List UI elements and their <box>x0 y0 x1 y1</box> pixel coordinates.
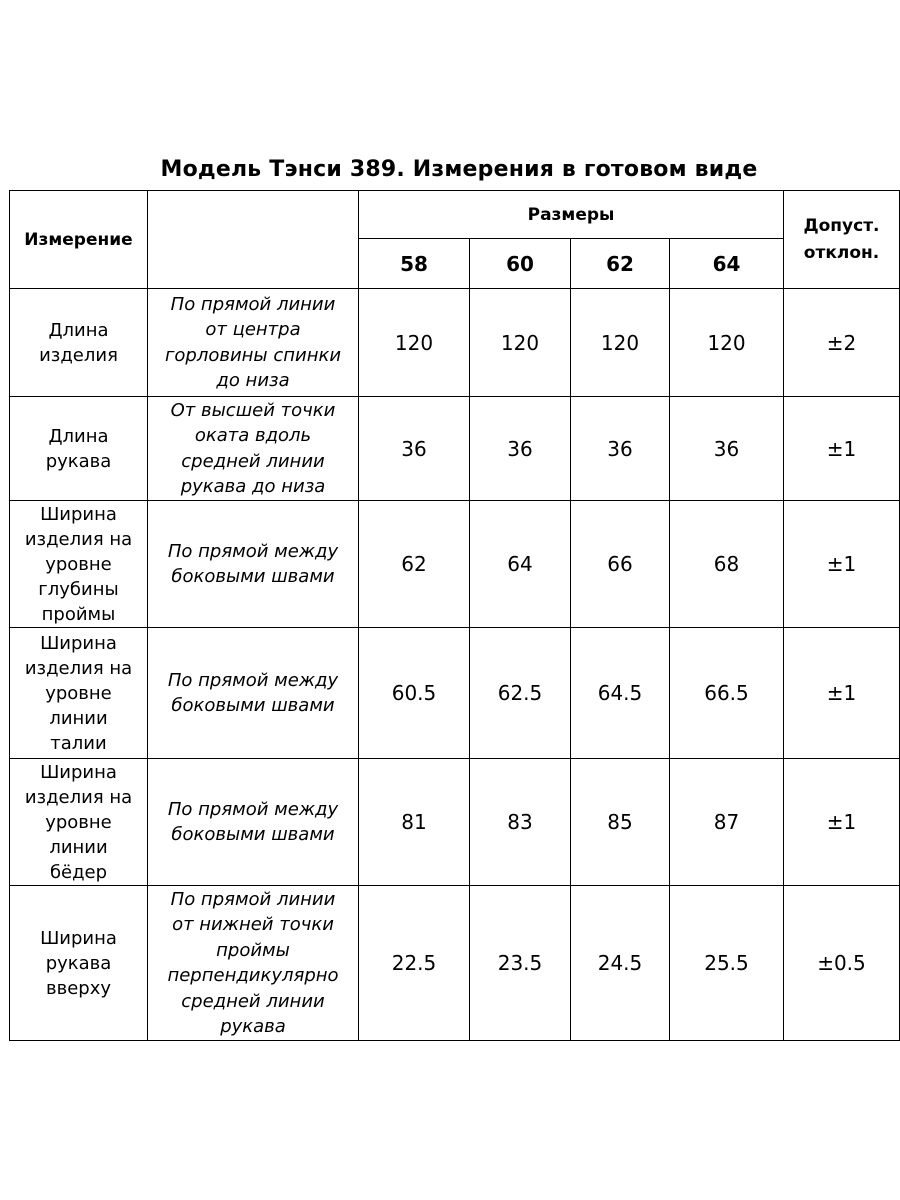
desc-line: проймы <box>216 939 290 961</box>
name-line: талии <box>50 732 107 754</box>
name-line: уровне <box>45 553 112 575</box>
measurement-description <box>148 759 359 886</box>
name-line: Длина <box>48 425 109 447</box>
size-value: 64.5 <box>571 628 670 759</box>
measurement-description <box>148 501 359 628</box>
name-line: уровне <box>45 811 112 833</box>
desc-line: По прямой между <box>167 540 339 562</box>
header-size: 60 <box>470 239 571 289</box>
name-line: Ширина <box>40 927 117 949</box>
size-value: 36 <box>670 397 784 501</box>
size-value: 62.5 <box>470 628 571 759</box>
table-row <box>10 759 900 886</box>
size-value: 24.5 <box>571 886 670 1041</box>
desc-line: боковыми швами <box>171 695 335 716</box>
desc-line: оката вдоль <box>194 425 312 446</box>
tolerance-value: ±1 <box>784 501 900 628</box>
document-title: Модель Тэнси 389. Измерения в готовом виде <box>160 157 758 182</box>
desc-line: По прямой линии <box>170 293 336 315</box>
desc-line: По прямой линии <box>170 888 336 910</box>
header-measure: Измерение <box>10 191 148 289</box>
header-sizes: Размеры <box>359 191 784 239</box>
desc-line: до низа <box>216 370 290 391</box>
desc-line: По прямой между <box>167 798 339 820</box>
table-row <box>10 289 900 397</box>
desc-line: от нижней точки <box>172 914 334 935</box>
tolerance-value: ±1 <box>784 397 900 501</box>
name-line: Длина <box>48 319 109 341</box>
size-value: 85 <box>571 759 670 886</box>
header-size: 62 <box>571 239 670 289</box>
tolerance-value: ±0.5 <box>784 886 900 1041</box>
name-line: изделия на <box>24 786 133 808</box>
desc-line: средней линии <box>181 450 325 472</box>
measurement-name <box>10 628 148 759</box>
header-tolerance <box>784 191 900 289</box>
desc-line: горловины спинки <box>164 344 342 366</box>
name-line: Ширина <box>40 503 117 525</box>
size-value: 36 <box>359 397 470 501</box>
desc-line: перпендикулярно <box>167 965 339 986</box>
size-value: 120 <box>359 289 470 397</box>
name-line: проймы <box>41 603 116 625</box>
table-row <box>10 628 900 759</box>
desc-line: боковыми швами <box>171 824 335 845</box>
desc-line: От высшей точки <box>170 399 336 421</box>
desc-line: средней линии <box>181 990 325 1012</box>
size-value: 120 <box>670 289 784 397</box>
name-line: изделия на <box>24 528 133 550</box>
size-value: 22.5 <box>359 886 470 1041</box>
tolerance-value: ±1 <box>784 759 900 886</box>
size-value: 68 <box>670 501 784 628</box>
header-tolerance-line2: отклон. <box>803 242 880 263</box>
size-value: 23.5 <box>470 886 571 1041</box>
desc-line: боковыми швами <box>171 566 335 587</box>
name-line: бёдер <box>49 861 108 883</box>
name-line: Ширина <box>40 632 117 654</box>
name-line: изделия на <box>24 657 133 679</box>
name-line: рукава <box>45 450 112 472</box>
tolerance-value: ±2 <box>784 289 900 397</box>
size-value: 64 <box>470 501 571 628</box>
desc-line: По прямой между <box>167 669 339 691</box>
name-line: Ширина <box>40 761 117 783</box>
name-line: рукава <box>45 952 112 974</box>
size-value: 36 <box>470 397 571 501</box>
size-value: 83 <box>470 759 571 886</box>
size-value: 81 <box>359 759 470 886</box>
desc-line: рукава до низа <box>180 476 326 497</box>
measurement-description <box>148 397 359 501</box>
table-row <box>10 397 900 501</box>
header-size: 64 <box>670 239 784 289</box>
header-tolerance-line1: Допуст. <box>803 215 880 236</box>
header-size: 58 <box>359 239 470 289</box>
size-value: 120 <box>571 289 670 397</box>
header-blank <box>148 191 359 289</box>
table-row <box>10 501 900 628</box>
size-value: 62 <box>359 501 470 628</box>
measurement-name <box>10 289 148 397</box>
size-value: 60.5 <box>359 628 470 759</box>
measurements-table <box>9 190 900 1041</box>
name-line: линии <box>49 707 108 729</box>
name-line: линии <box>49 836 108 858</box>
size-value: 66 <box>571 501 670 628</box>
table-row <box>10 886 900 1041</box>
measurement-description <box>148 628 359 759</box>
name-line: уровне <box>45 682 112 704</box>
size-value: 66.5 <box>670 628 784 759</box>
name-line: изделия <box>39 344 118 366</box>
measurement-name <box>10 886 148 1041</box>
size-value: 25.5 <box>670 886 784 1041</box>
name-line: вверху <box>45 977 112 999</box>
size-value: 87 <box>670 759 784 886</box>
measurement-description <box>148 886 359 1041</box>
tolerance-value: ±1 <box>784 628 900 759</box>
desc-line: от центра <box>205 319 301 340</box>
desc-line: рукава <box>220 1016 286 1037</box>
size-value: 36 <box>571 397 670 501</box>
size-value: 120 <box>470 289 571 397</box>
measurement-description <box>148 289 359 397</box>
measurement-name <box>10 501 148 628</box>
measurement-name <box>10 759 148 886</box>
name-line: глубины <box>38 578 119 600</box>
measurement-name <box>10 397 148 501</box>
